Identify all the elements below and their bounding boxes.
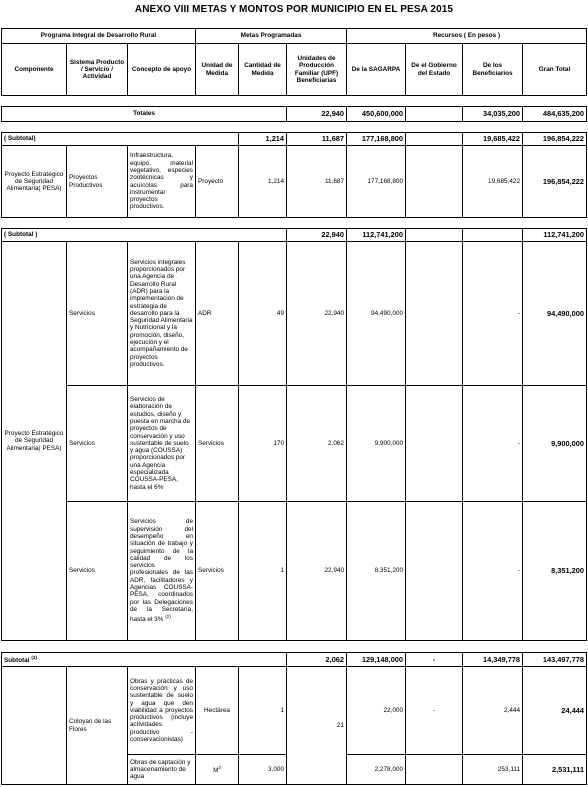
row-unidad: Servicios bbox=[196, 386, 239, 502]
subtotal-label: ( Subtotal) bbox=[2, 133, 239, 146]
row-gran-total: 2,531,111 bbox=[523, 755, 587, 785]
row-upf: 22,940 bbox=[287, 242, 347, 386]
row-gobierno bbox=[406, 242, 463, 386]
row-unidad bbox=[196, 755, 239, 785]
totales-upf: 22,940 bbox=[287, 107, 347, 122]
row-sagarpa: 177,168,800 bbox=[347, 146, 406, 218]
row-gobierno bbox=[406, 386, 463, 502]
section2-table bbox=[1, 228, 587, 641]
totales-gran-total: 484,635,200 bbox=[523, 107, 587, 122]
row-cantidad: 3,000 bbox=[239, 755, 287, 785]
row-concepto: Obras y prácticas de conservación y uso sustentable de suelo y agua que den viabilidad a proyectos productivos (incluye actividades productivo - conservacionistas) bbox=[128, 667, 196, 755]
row-beneficiarios: - bbox=[463, 242, 523, 386]
column-header-beneficiarios: De los Beneficiarios bbox=[463, 44, 523, 96]
column-header-gobierno: De el Gobierno del Estado bbox=[406, 44, 463, 96]
subtotal-gran-total: 143,497,778 bbox=[523, 653, 587, 667]
subtotal-gobierno bbox=[406, 229, 463, 242]
row-concepto bbox=[128, 502, 196, 641]
row-sistema: Servicios bbox=[67, 502, 128, 641]
row-beneficiarios: 19,685,422 bbox=[463, 146, 523, 218]
section3-table bbox=[1, 652, 587, 785]
row-upf: 21 bbox=[287, 667, 347, 785]
row-beneficiarios: 253,111 bbox=[463, 755, 523, 785]
page-title: ANEXO VIII METAS Y MONTOS POR MUNICIPIO EN EL PESA 2015 bbox=[134, 4, 454, 15]
totales-table bbox=[1, 106, 587, 122]
table-row bbox=[2, 242, 587, 386]
unidad-text: M bbox=[213, 767, 219, 775]
subtotal-sagarpa: 177,168,800 bbox=[347, 133, 406, 146]
column-header-unidad: Unidad de Medida bbox=[196, 44, 239, 96]
row-concepto: Servicios integrales proporcionados por una Agencia de Desarrollo Rural (ADR) para la implementación de estrategia de desarrollo para la Seguridad Alimentaria y Nutricional y la promoción, diseño, ejecución y el acompañamiento de proyectos productivos. bbox=[128, 242, 196, 386]
footnote-marker: (2) bbox=[165, 614, 171, 620]
subtotal-upf: 2,062 bbox=[287, 653, 347, 667]
totales-gobierno bbox=[406, 107, 463, 122]
table-row bbox=[2, 502, 587, 641]
row-upf: 2,062 bbox=[287, 386, 347, 502]
subtotal-gobierno: - bbox=[406, 653, 463, 667]
header-group-recursos: Recursos ( En pesos ) bbox=[347, 29, 587, 44]
subtotal-sagarpa: 129,148,000 bbox=[347, 653, 406, 667]
column-header-concepto: Concepto de apoyo bbox=[128, 44, 196, 96]
row-beneficiarios: - bbox=[463, 502, 523, 641]
totales-row bbox=[2, 107, 587, 122]
row-sistema: Servicios bbox=[67, 386, 128, 502]
subtotal-label: ( Subtotal ) bbox=[2, 229, 287, 242]
row-upf: 22,940 bbox=[287, 502, 347, 641]
subtotal-beneficiarios bbox=[463, 229, 523, 242]
totales-beneficiarios: 34,035,200 bbox=[463, 107, 523, 122]
subtotal-label bbox=[2, 653, 287, 667]
concepto-text: Servicios de supervisión del desempeño en situación de trabajo y seguimiento de la calidad de los servicios profesionales de las ADR, facilitadores y Agencias COUSSA-PESA, coordinados por las Delegaciones de la Secretaría, hasta el 3% bbox=[130, 518, 193, 624]
section2-subtotal-row bbox=[2, 229, 587, 242]
row-unidad: Hectárea bbox=[196, 667, 239, 755]
header-group-metas: Metas Programadas bbox=[196, 29, 347, 44]
column-header-gran-total: Gran Total bbox=[523, 44, 587, 96]
row-cantidad: 170 bbox=[239, 386, 287, 502]
unit-superscript: 3 bbox=[218, 765, 221, 771]
row-gobierno bbox=[406, 146, 463, 218]
column-header-componente: Componente bbox=[2, 44, 67, 96]
row-componente: Proyecto Estratégico de Seguridad Alimentaria( PESA) bbox=[2, 146, 67, 218]
row-sistema: Coloyan de las Flores bbox=[67, 667, 128, 785]
row-cantidad: 1 bbox=[239, 667, 287, 755]
row-sagarpa: 22,000 bbox=[347, 667, 406, 755]
subtotal-cantidad: 1,214 bbox=[239, 133, 287, 146]
row-gobierno bbox=[406, 755, 463, 785]
section1-table bbox=[1, 132, 587, 218]
row-concepto: Obras de captación y almacenamiento de agua bbox=[128, 755, 196, 785]
row-sagarpa: 8,351,200 bbox=[347, 502, 406, 641]
row-sistema: Proyectos Productivos bbox=[67, 146, 128, 218]
row-gran-total: 9,900,000 bbox=[523, 386, 587, 502]
row-sagarpa: 2,278,000 bbox=[347, 755, 406, 785]
column-header-sagarpa: De la SAGARPA bbox=[347, 44, 406, 96]
subtotal-gran-total: 196,854,222 bbox=[523, 133, 587, 146]
row-beneficiarios: - bbox=[463, 386, 523, 502]
row-concepto: Infraestructura, equipo, material vegetativo, especies zootécnicas y acuícolas para instrumentar proyectos productivos. bbox=[128, 146, 196, 218]
row-gran-total: 8,351,200 bbox=[523, 502, 587, 641]
table-row bbox=[2, 146, 587, 218]
column-header-sistema: Sistema Producto / Servicio / Actividad bbox=[67, 44, 128, 96]
row-sagarpa: 94,490,000 bbox=[347, 242, 406, 386]
subtotal-label-text: Subtotal bbox=[4, 657, 30, 665]
row-unidad: Proyecto bbox=[196, 146, 239, 218]
row-componente: Proyecto Estratégico de Seguridad Alimentaria( PESA) bbox=[2, 242, 67, 641]
totales-label: Totales bbox=[2, 107, 287, 122]
row-gran-total: 24,444 bbox=[523, 667, 587, 755]
column-header-upf: Unidades de Producción Familiar (UPF) Beneficiarias bbox=[287, 44, 347, 96]
row-componente bbox=[2, 667, 67, 785]
row-gobierno: - bbox=[406, 667, 463, 755]
row-cantidad: 1 bbox=[239, 502, 287, 641]
row-gran-total: 196,854,222 bbox=[523, 146, 587, 218]
section1-subtotal-row bbox=[2, 133, 587, 146]
subtotal-upf: 11,687 bbox=[287, 133, 347, 146]
row-sagarpa: 9,900,000 bbox=[347, 386, 406, 502]
header-group-programa: Programa Integral de Desarrollo Rural bbox=[2, 29, 196, 44]
row-unidad: Servicios bbox=[196, 502, 239, 641]
header-table bbox=[1, 28, 587, 96]
row-sistema: Servicios bbox=[67, 242, 128, 386]
totales-sagarpa: 450,600,000 bbox=[347, 107, 406, 122]
row-upf: 11,687 bbox=[287, 146, 347, 218]
subtotal-gobierno bbox=[406, 133, 463, 146]
row-gobierno bbox=[406, 502, 463, 641]
row-gran-total: 94,490,000 bbox=[523, 242, 587, 386]
table-row bbox=[2, 386, 587, 502]
row-concepto: Servicios de elaboración de estudios, diseño y puesta en marcha de proyectos de conservación y uso sustentable de suelo y agua (COUSSA) proporcionados por una Agencia especializada COUSSA-PESA, hasta el 6% bbox=[128, 386, 196, 502]
row-cantidad: 1,214 bbox=[239, 146, 287, 218]
row-unidad: ADR bbox=[196, 242, 239, 386]
section3-subtotal-row bbox=[2, 653, 587, 667]
subtotal-gran-total: 112,741,200 bbox=[523, 229, 587, 242]
row-beneficiarios: 2,444 bbox=[463, 667, 523, 755]
subtotal-sagarpa: 112,741,200 bbox=[347, 229, 406, 242]
subtotal-beneficiarios: 19,685,422 bbox=[463, 133, 523, 146]
table-row bbox=[2, 667, 587, 755]
row-cantidad: 49 bbox=[239, 242, 287, 386]
subtotal-beneficiarios: 14,349,778 bbox=[463, 653, 523, 667]
column-header-cantidad: Cantidad de Medida bbox=[239, 44, 287, 96]
footnote-marker: (3) bbox=[31, 655, 37, 661]
subtotal-upf: 22,940 bbox=[287, 229, 347, 242]
